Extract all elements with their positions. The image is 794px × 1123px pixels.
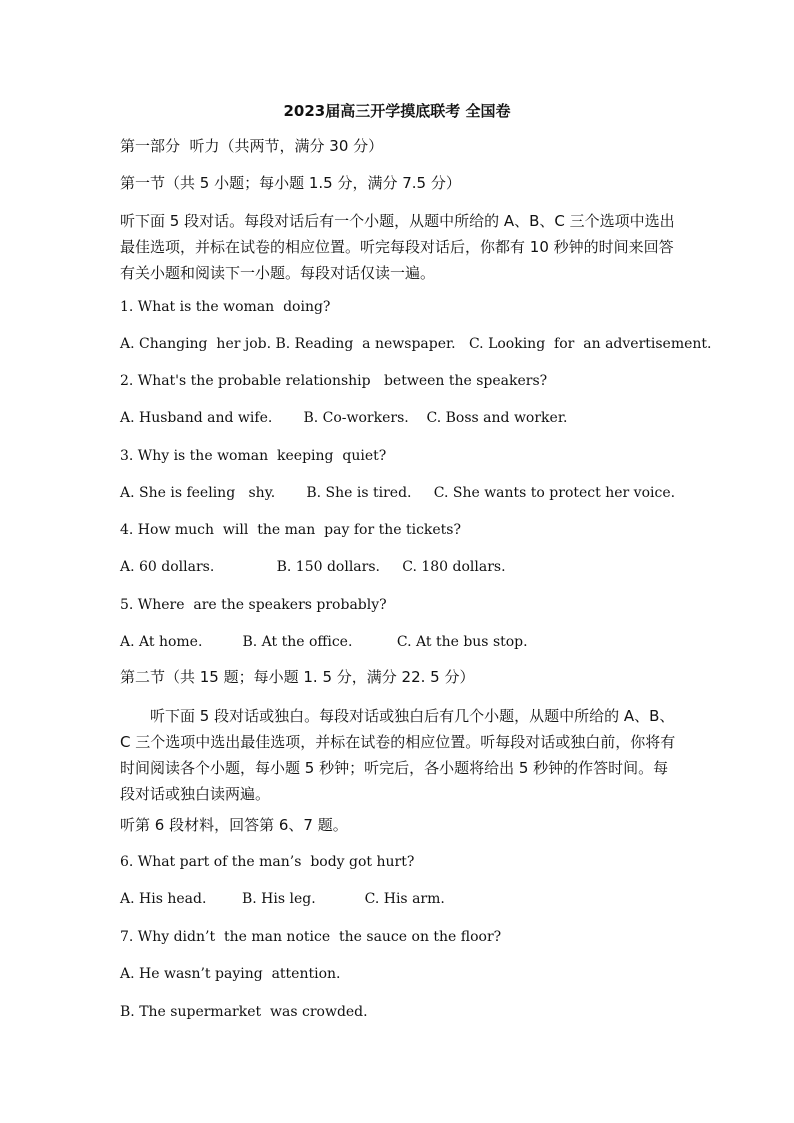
section2-instructions: 听下面 5 段对话或独白。每段对话或独白后有几个小题，从题中所给的 A、B、C 三个选项中选出最佳选项，并标在试卷的相应位置。听每段对话或独白前，你将有时间阅读各个小题，每小题 5 秒钟；听完后，各小题将给出 5 秒钟的作答时间。每段对话或独白读两遍。 bbox=[120, 707, 676, 803]
question-1-options: A. Changing her job. B. Reading a newspaper. C. Looking for an advertisement. bbox=[120, 336, 712, 352]
question-3-options: A. She is feeling shy. B. She is tired. C. She wants to protect her voice. bbox=[120, 485, 676, 501]
part1-heading: 第一部分 听力（共两节，满分 30 分） bbox=[120, 137, 384, 155]
question-6: 6. What part of the man’s body got hurt? bbox=[120, 854, 415, 870]
section1-heading: 第一节（共 5 小题；每小题 1.5 分，满分 7.5 分） bbox=[120, 174, 461, 192]
question-2-options: A. Husband and wife. B. Co-workers. C. Boss and worker. bbox=[120, 410, 568, 426]
material6-heading: 听第 6 段材料，回答第 6、7 题。 bbox=[120, 816, 348, 834]
section1-instructions: 听下面 5 段对话。每段对话后有一个小题，从题中所给的 A、B、C 三个选项中选出最佳选项，并标在试卷的相应位置。听完每段对话后，你都有 10 秒钟的时间来回答有关小题和阅读下一小题。每段对话仅读一遍。 bbox=[120, 212, 675, 282]
question-1: 1. What is the woman doing? bbox=[120, 299, 331, 315]
question-6-options: A. His head. B. His leg. C. His arm. bbox=[120, 891, 445, 907]
question-7: 7. Why didn’t the man notice the sauce on the floor? bbox=[120, 929, 502, 945]
section2-heading: 第二节（共 15 题；每小题 1. 5 分，满分 22. 5 分） bbox=[120, 668, 475, 686]
question-5-options: A. At home. B. At the office. C. At the bus stop. bbox=[120, 634, 528, 650]
question-5: 5. Where are the speakers probably? bbox=[120, 597, 387, 613]
question-7-option-b: B. The supermarket was crowded. bbox=[120, 1004, 368, 1020]
question-3: 3. Why is the woman keeping quiet? bbox=[120, 448, 387, 464]
question-4: 4. How much will the man pay for the tickets? bbox=[120, 522, 461, 538]
question-4-options: A. 60 dollars. B. 150 dollars. C. 180 dollars. bbox=[120, 559, 506, 575]
question-2: 2. What's the probable relationship between the speakers? bbox=[120, 373, 548, 389]
exam-title: 2023届高三开学摸底联考 全国卷 bbox=[283, 102, 511, 120]
question-7-option-a: A. He wasn’t paying attention. bbox=[120, 966, 341, 982]
